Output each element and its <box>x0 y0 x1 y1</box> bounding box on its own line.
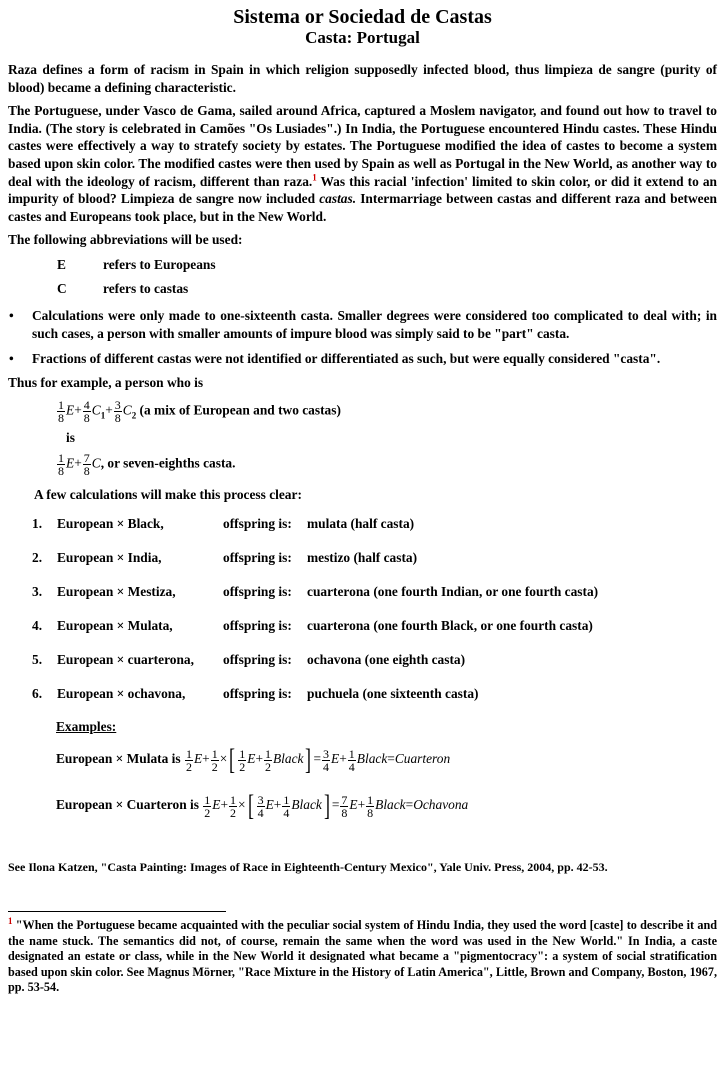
history-text-1: The Portuguese, under Vasco de Gama, sailed around Africa, captured a Moslem navigator, and found out how to travel to India. (The story is celebrated in Camões "Os Lusiades".) In India, the Portuguese encountered Hindu castes. These Hindu castes were effectively a way to stratefy society by estates. The Portuguese modified the idea of castes to become a system based upon skin color. The modified castes were then used by Spain as well as Portugal in the New World, as another way to deal with the ideology of racism, different than raza. <box>8 103 717 189</box>
example-lead: European × Mulata is <box>56 751 181 767</box>
abbreviation-key: C <box>57 280 67 296</box>
list-item <box>8 307 717 342</box>
list-item-text: Calculations were only made to one-sixteenth casta. Smaller degrees were considered too complicated to deal with; in such cases, a person with smaller amounts of impure blood was simply said to be "part" casta. <box>32 307 717 341</box>
fraction: $\frac{1}{8}$ <box>58 398 64 426</box>
history-paragraph <box>8 102 717 225</box>
calculations-list <box>32 515 717 702</box>
page-title: Sistema or Sociedad de Castas <box>233 6 492 28</box>
list-item: 1. European × Black, offspring is: mulata (half casta) <box>32 516 415 532</box>
abbreviations-intro: The following abbreviations will be used: <box>8 232 243 248</box>
example-lead: European × Cuarteron is <box>56 797 199 813</box>
fraction: $\frac{3}{8}$ <box>114 398 121 426</box>
footnote-divider <box>8 911 226 912</box>
history-text-3: Intermarriage between castas and different raza and between castes and Europeans took place, but in the New World. <box>8 191 717 224</box>
list-item: 6. European × ochavona, offspring is: puchuela (one sixteenth casta) <box>32 686 479 702</box>
bullet-icon: • <box>9 351 14 367</box>
bullet-icon: • <box>9 307 14 323</box>
result-note: , or seven-eighths casta. <box>100 455 236 471</box>
abbreviation-text: refers to Europeans <box>103 256 216 272</box>
emphasis-castas: castas. <box>319 191 357 207</box>
list-item: 4. European × Mulata, offspring is: cuarterona (one fourth Black, or one fourth casta) <box>32 618 593 634</box>
mix-note: (a mix of European and two castas) <box>139 402 341 418</box>
document-page <box>8 0 717 995</box>
footnote-marker: 1 <box>8 916 13 927</box>
example-mulata: European × Mulata is $\frac{1}{2}$ E+ $\frac{1}{2}$ ×[ $\frac{1}{2}$ E+ $\frac{1}{2}$ Black] = $\frac{3}{4}$ E+ $\frac{1}{4}$ Black=Cuarteron <box>56 743 451 777</box>
result-expression: $\frac{1}{8}$ E+ $\frac{7}{8}$ C, or seven-eighths casta. <box>58 451 236 479</box>
abbreviation-text: refers to castas <box>103 280 189 296</box>
list-item-text: Fractions of different castas were not identified or differentiated as such, but were equally considered "casta". <box>32 351 661 367</box>
footnote-reference[interactable]: 1 <box>312 172 317 183</box>
fraction: $\frac{4}{8}$ <box>83 398 90 426</box>
mix-expression: $\frac{1}{8}$ E+ $\frac{4}{8}$ $C_1+$ $\frac{3}{8}$ $C_2$ (a mix of European and two castas) <box>58 398 341 426</box>
is-word: is <box>66 430 75 446</box>
abbreviation-key: E <box>57 256 66 272</box>
intro-paragraph: Raza defines a form of racism in Spain in which religion supposedly infected blood, thus limpieza de sangre (purity of blood) became a defining characteristic. <box>8 62 717 95</box>
examples-heading: Examples: <box>56 719 117 735</box>
source-citation: See Ilona Katzen, "Casta Painting: Images of Race in Eighteenth-Century Mexico", Yale Univ. Press, 2004, pp. 42-53. <box>8 860 608 875</box>
abbreviation-list <box>57 253 717 301</box>
abbreviation-item <box>57 253 717 277</box>
history-text-2: Was this racial 'infection' limited to skin color, or did it extend to an impurity of blood? Limpieza de sangre now included <box>8 173 717 207</box>
calculations-intro: A few calculations will make this process clear: <box>34 487 302 503</box>
rules-list <box>8 307 717 368</box>
footnote <box>8 918 717 995</box>
fraction: $\frac{7}{8}$ <box>83 451 90 479</box>
page-subtitle: Casta: Portugal <box>305 28 420 47</box>
example-intro: Thus for example, a person who is <box>8 374 204 390</box>
abbreviation-item <box>57 277 717 301</box>
footnote-text: "When the Portuguese became acquainted with the peculiar social system of Hindu India, they used the word [caste] to describe it and the name stuck. The semantics did not, of course, remain the same when the word was used in the New World." In India, a caste designated an estate or class, while in the New World it designated what became a "pigmentocracy": a system of social stratification based upon skin color. See Magnus Mörner, "Race Mixture in the History of Latin America", Little, Brown and Company, Boston, 1967, pp. 53-54. <box>8 918 717 994</box>
fraction: $\frac{1}{8}$ <box>58 451 64 479</box>
list-item: 2. European × India, offspring is: mestizo (half casta) <box>32 550 418 566</box>
list-item <box>8 350 717 368</box>
list-item: 5. European × cuarterona, offspring is: ochavona (one eighth casta) <box>32 652 466 668</box>
example-cuarteron: European × Cuarteron is $\frac{1}{2}$ E+ $\frac{1}{2}$ ×[ $\frac{3}{4}$ E+ $\frac{1}{4}$ Black] = $\frac{7}{8}$ E+ $\frac{1}{8}$ Black=Ochavona <box>56 789 469 823</box>
list-item: 3. European × Mestiza, offspring is: cuarterona (one fourth Indian, or one fourth casta) <box>32 584 599 600</box>
